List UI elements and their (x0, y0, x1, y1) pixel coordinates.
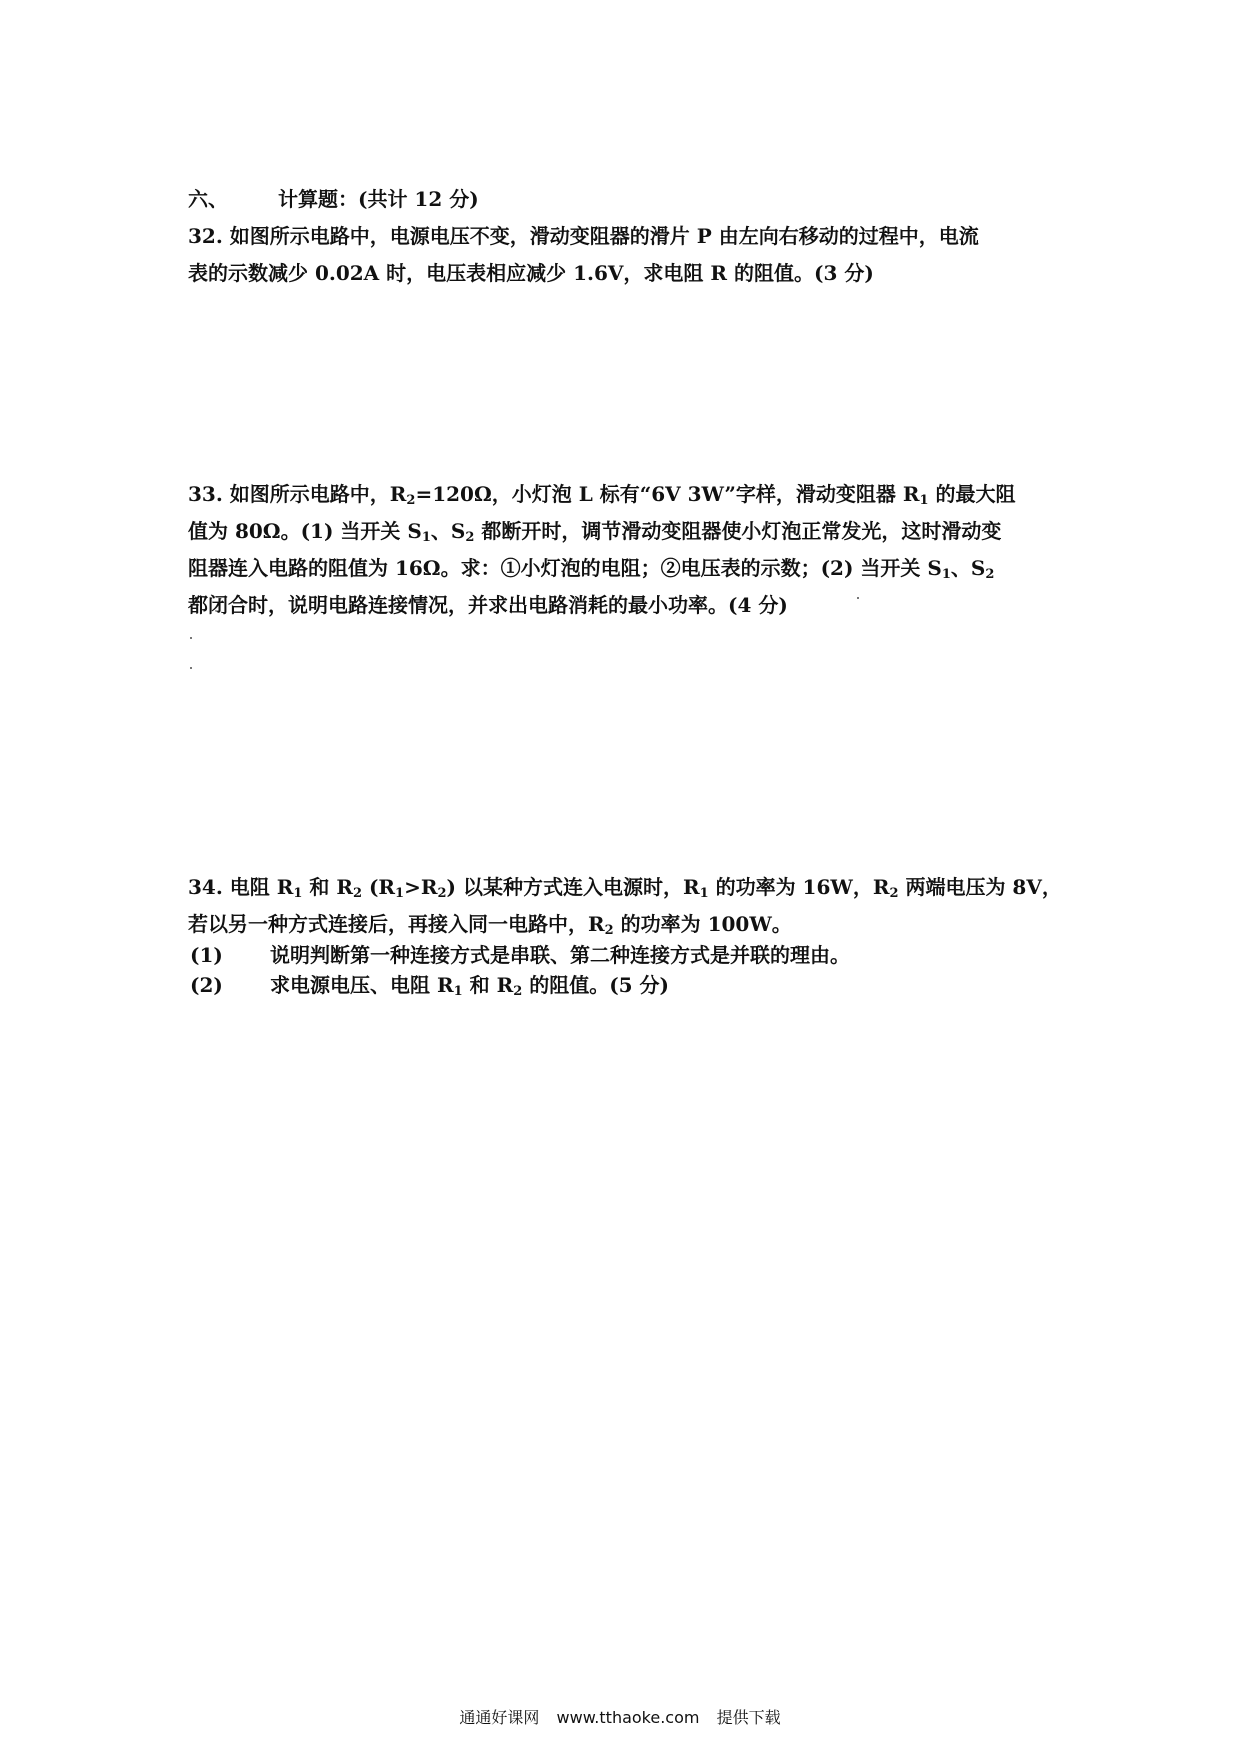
scan-speck (190, 637, 192, 639)
section-heading (188, 184, 479, 214)
footer-suffix: 提供下载 (716, 1708, 781, 1727)
q34-subquestion-1 (190, 940, 850, 970)
q33-line-3: 阻器连入电路的阻值为 16Ω。求：①小灯泡的电阻；②电压表的示数；(2) 当开关 $S_1$、$S_2$ (188, 556, 995, 582)
subquestion-label: (2) (190, 973, 223, 997)
footer-site-name: 通通好课网 (459, 1708, 540, 1727)
q34-line-1: 34. 电阻 $R_1$ 和 $R_2$ $(R_1>R_2)$ 以某种方式连入电源时，$R_1$ 的功率为 16W，$R_2$ 两端电压为 8V， (188, 875, 1062, 901)
section-number: 六、 (188, 187, 228, 211)
scan-speck (857, 597, 859, 599)
q33-line-1: 33. 如图所示电路中，$R_2=120\Omega$，小灯泡 L 标有“6V 3W”字样，滑动变阻器 $R_1$ 的最大阻 (188, 482, 1016, 508)
footer-url[interactable]: www.tthaoke.com (556, 1708, 700, 1727)
question-34 (188, 869, 1068, 943)
question-32 (188, 218, 1068, 292)
q34-subquestion-2: (2) 求电源电压、电阻 $R_1$ 和 $R_2$ 的阻值。(5 分) (190, 970, 669, 1000)
section-title: 计算题：(共计 12 分) (278, 187, 479, 211)
subquestion-text: 说明判断第一种连接方式是串联、第二种连接方式是并联的理由。 (270, 943, 850, 967)
q33-line-2: 值为 80Ω。(1) 当开关 $S_1$、$S_2$ 都断开时，调节滑动变阻器使小灯泡正常发光，这时滑动变 (188, 519, 1002, 545)
page-footer (0, 1705, 1240, 1728)
scan-speck (190, 667, 192, 669)
q34-line-2: 若以另一种方式连接后，再接入同一电路中，$R_2$ 的功率为 100W。 (188, 912, 792, 938)
subquestion-label: (1) (190, 943, 223, 967)
q33-line-4: 都闭合时，说明电路连接情况，并求出电路消耗的最小功率。(4 分) (188, 593, 788, 617)
question-33 (188, 476, 1068, 624)
q32-line-1: 32. 如图所示电路中，电源电压不变，滑动变阻器的滑片 P 由左向右移动的过程中，电流 (188, 224, 979, 248)
q32-line-2: 表的示数减少 0.02A 时，电压表相应减少 1.6V，求电阻 R 的阻值。(3 分) (188, 261, 874, 285)
